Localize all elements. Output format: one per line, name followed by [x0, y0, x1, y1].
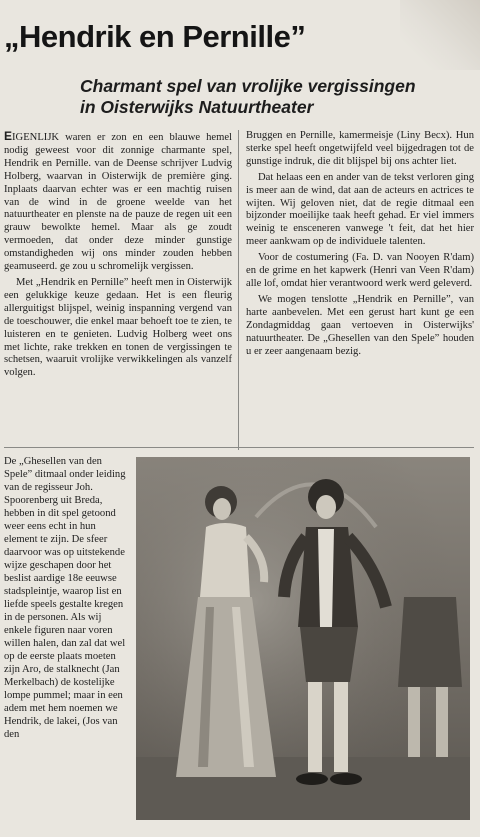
- paragraph: Met „Hendrik en Pernille” heeft men in Oisterwijk een gelukkige keuze gedaan. Het is een fleurig allerguitigst blijspel, weinig inspanning vergend van de toeschouwer, die enkel maar behoeft toe te zien, te luisteren en te genieten. Ludvig Holberg weet ons met lichte, rake trekken en tonen de vergissingen te schetsen, waaruit vrolijke verwikkelingen als vanzelf volgen.: [4, 276, 232, 379]
- paragraph: Bruggen en Pernille, kamermeisje (Liny Becx). Hun sterke spel heeft ongetwijfeld veel bijgedragen tot de gunstige indruk, die dit blijspel bij ons achter liet.: [246, 130, 474, 167]
- subheadline-line-1: Charmant spel van vrolijke vergissingen: [80, 76, 416, 96]
- paragraph: De „Ghesellen van den Spele” ditmaal onder leiding van de regisseur Joh. Spoorenberg uit Breda, hebben in dit spel getoond weer eens echt in hun element te zijn. De sfeer daarvoor was op uitstekende wijze geschapen door het beslist aardige 18e eeuwse stadspleintje, waarop list en liefde speels gestalte kregen in de personen. Als wij enkele figuren naar voren willen halen, dan zal dat wel op de eerste plaats moeten zijn Aro, de stalknecht (Jan Merkelbach) de kostelijke lompe pummel; maar in een adem met hem noemen we Hendrik, de lakei, (Jos van den: [4, 456, 126, 740]
- stage-photo-illustration: [136, 457, 470, 820]
- column-divider: [238, 130, 239, 450]
- paragraph-text: IGENLIJK waren er zon en een blauwe hemel nodig geweest voor dit zonnige charmante spel, Hendrik en Pernille. van de Deense schrijver Ludvig Holberg, waarvan in Oisterwijk de première ging. Inplaats daarvan echter was er een machtig ruisen van de wind in de groene weelde van het natuurtheater en plenste na de pauze de regen uit een grauw bewolkte hemel. Maar als ge zoudt vermoeden, dat onder deze minder gunstige omstandigheden wij ons minder zouden hebben geamuseerd. ge zou u schromelijk vergissen.: [4, 132, 232, 273]
- subheadline-line-2: in Oisterwijks Natuurtheater: [80, 97, 314, 117]
- stage-photo: [136, 457, 470, 820]
- paragraph: Dat helaas een en ander van de tekst verloren ging is meer aan de wind, dat aan de acteurs en actrices te wijten. Wij geloven niet, dat de regie ditmaal een bijzonder moeilijke taak heeft gehad. Er viel immers weinig te ensceneren vanwege 't feit, dat het hier meer aankwam op de individuele talenten.: [246, 171, 474, 248]
- headline: „Hendrik en Pernille”: [4, 19, 306, 54]
- right-column: [246, 130, 474, 361]
- drop-cap: E: [4, 129, 13, 143]
- paragraph: We mogen tenslotte „Hendrik en Pernille”, van harte aanbevelen. Met een gerust hart kunt ge een Zondagmiddag gaan vertoeven in Oisterwijks' natuurtheater. De „Ghesellen van den Spele” houden u er zeer aangenaam bezig.: [246, 293, 474, 357]
- left-column: [4, 130, 232, 383]
- paragraph: Voor de costumering (Fa. D. van Nooyen R'dam) en de grime en het kapwerk (Henri van Veen R'dam) alle lof, omdat hier verantwoord werk werd geleverd.: [246, 252, 474, 289]
- subheadline: [80, 76, 472, 118]
- section-divider: [4, 447, 474, 448]
- paragraph: [4, 130, 232, 274]
- narrow-column: [4, 455, 128, 744]
